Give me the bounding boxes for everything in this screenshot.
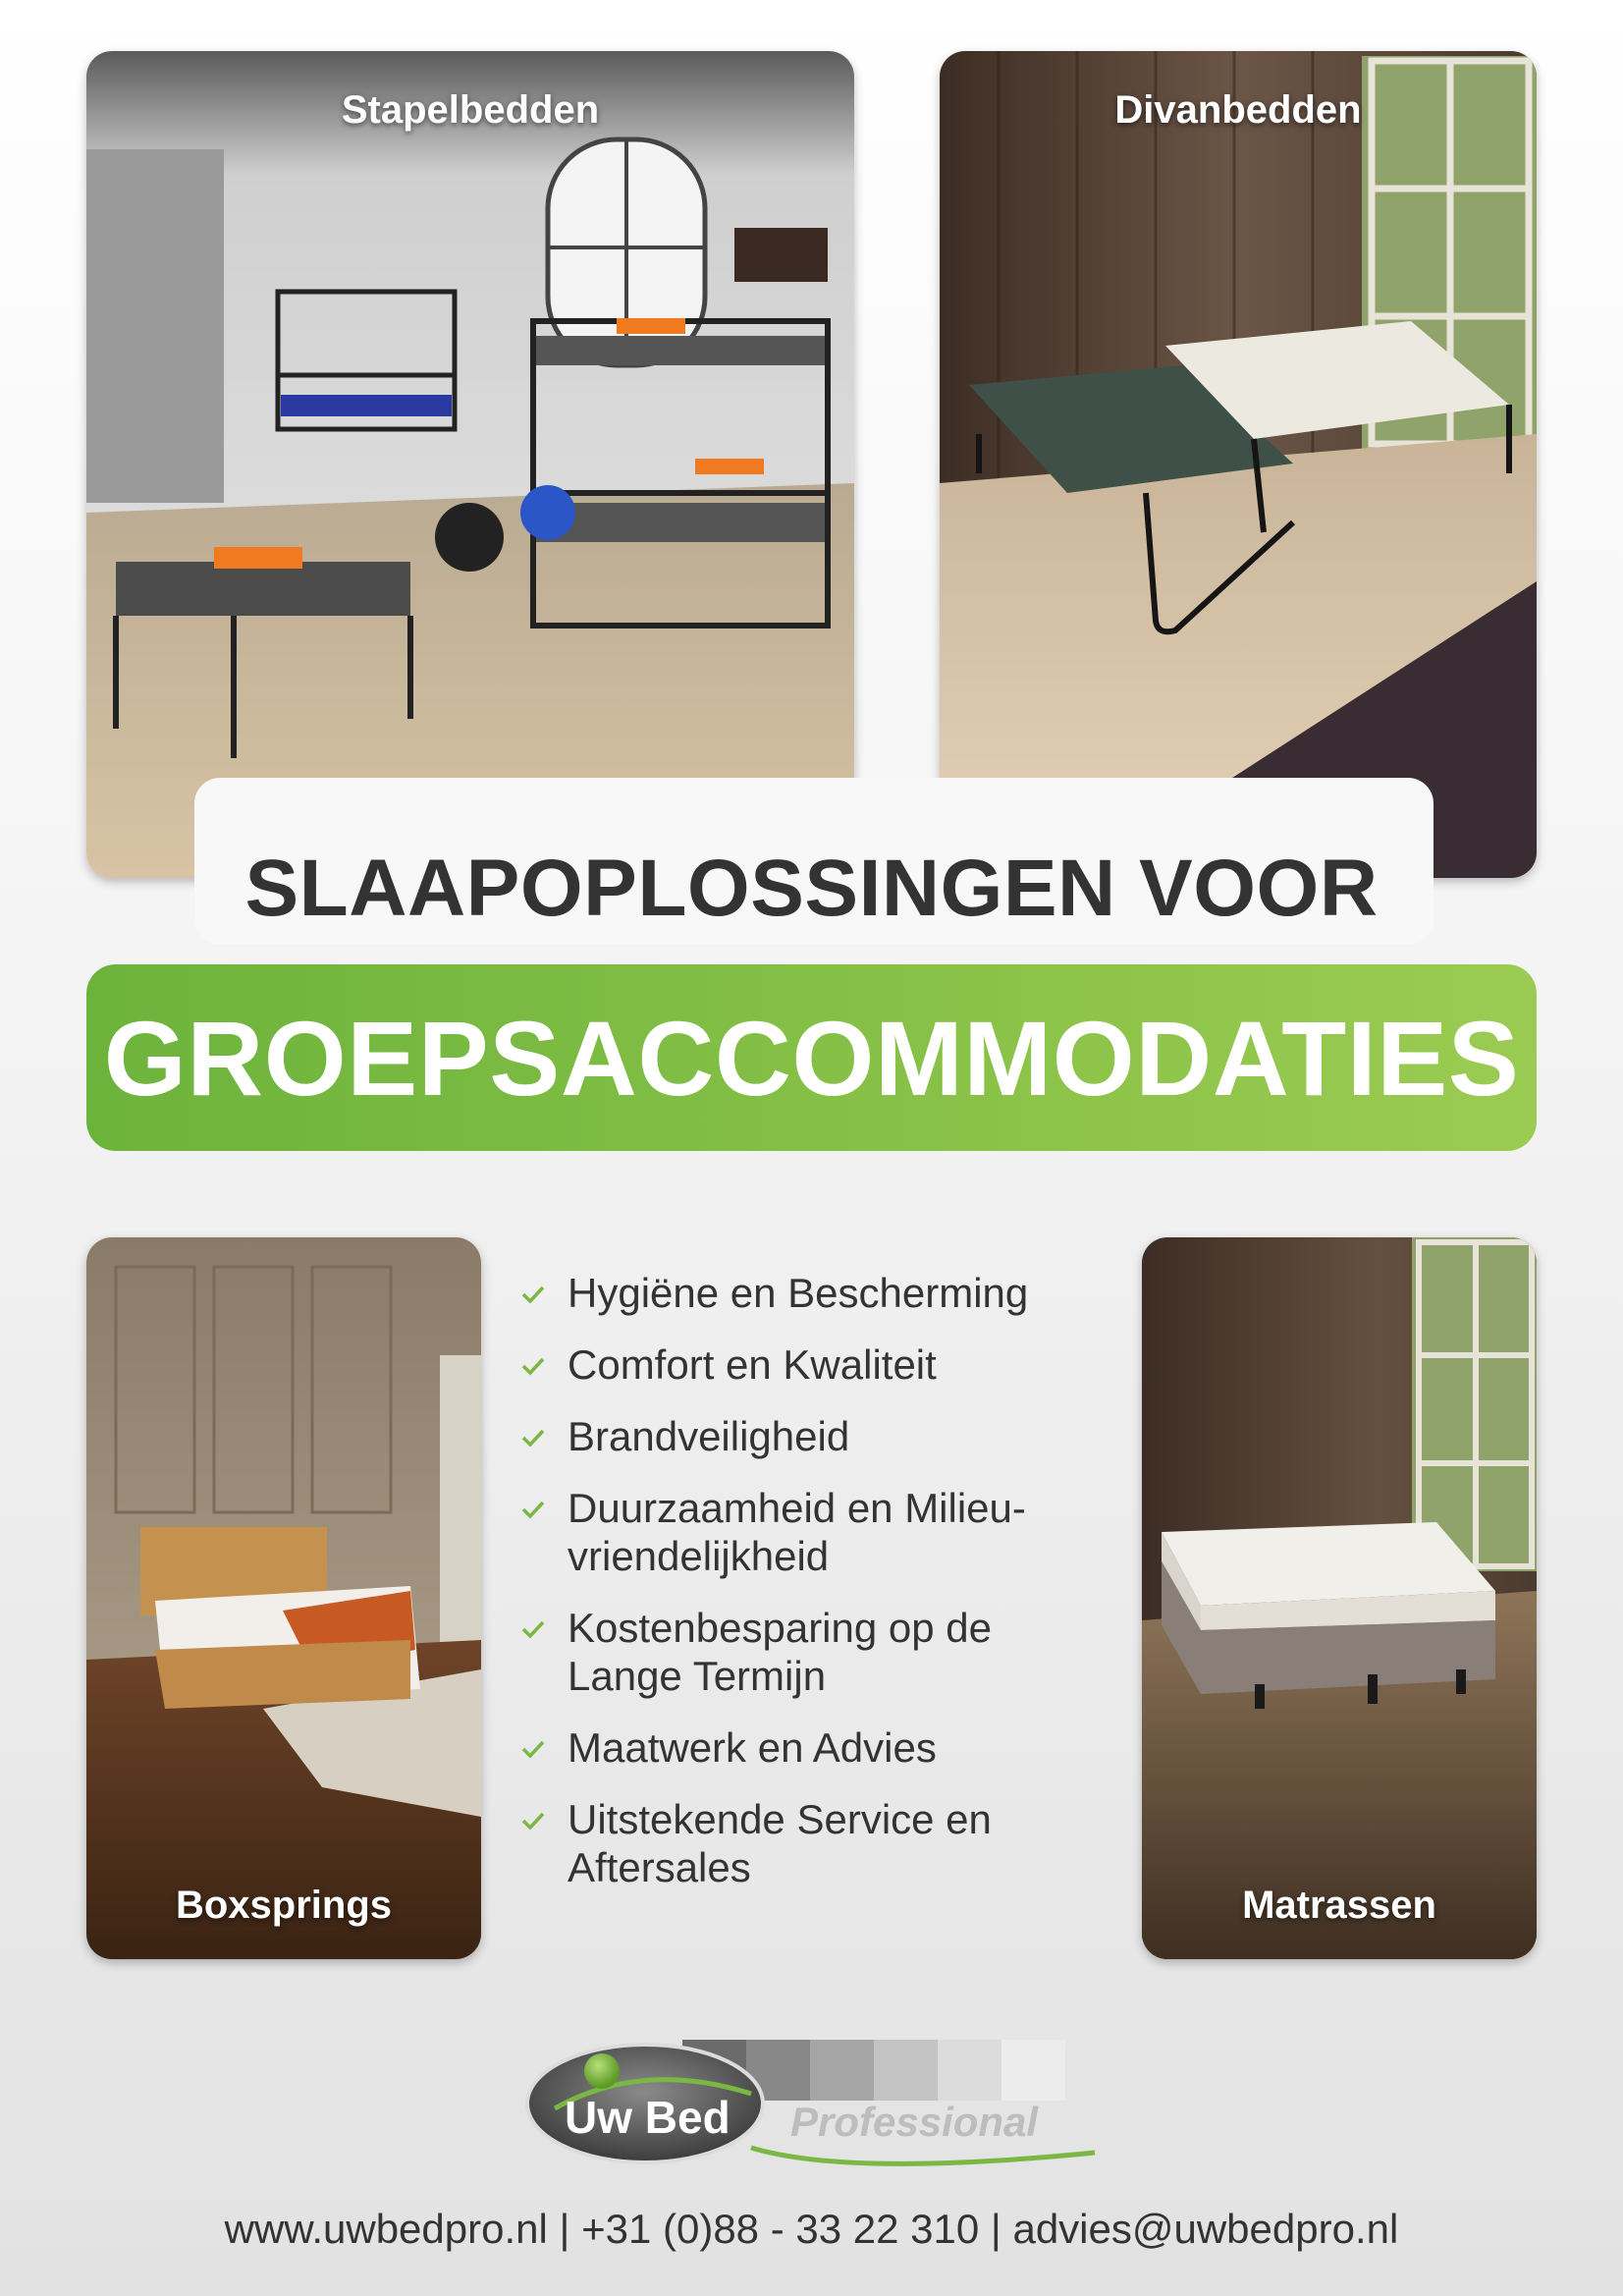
benefits-list bbox=[520, 1269, 1070, 1915]
banner-text: GROEPSACCOMMODATIES bbox=[103, 998, 1520, 1118]
check-icon bbox=[520, 1284, 546, 1305]
footer-contact: www.uwbedpro.nl | +31 (0)88 - 33 22 310 | advies@uwbedpro.nl bbox=[224, 2206, 1399, 2252]
list-item bbox=[520, 1795, 1070, 1891]
benefit-text: Maatwerk en Advies bbox=[568, 1724, 937, 1771]
headline: SLAAPOPLOSSINGEN VOOR bbox=[244, 844, 1379, 933]
logo-tagline: Professional bbox=[790, 2099, 1039, 2145]
list-item bbox=[520, 1723, 1070, 1772]
photo-matrassen bbox=[1142, 1237, 1537, 1959]
benefit-text: Uitstekende Service en Aftersales bbox=[568, 1796, 992, 1890]
benefit-text: Comfort en Kwaliteit bbox=[568, 1341, 937, 1388]
check-icon bbox=[520, 1810, 546, 1831]
check-icon bbox=[520, 1355, 546, 1377]
list-item bbox=[520, 1484, 1070, 1580]
divanbedden-label: Divanbedden bbox=[1114, 88, 1362, 132]
photo-stapelbedden bbox=[86, 51, 854, 878]
logo-name: Uw Bed bbox=[565, 2092, 730, 2143]
benefit-text: Duurzaamheid en Milieu-vriendelijkheid bbox=[568, 1485, 1026, 1579]
matrassen-label: Matrassen bbox=[1242, 1884, 1436, 1927]
list-item bbox=[520, 1340, 1070, 1389]
benefit-text: Hygiëne en Bescherming bbox=[568, 1270, 1029, 1316]
photo-boxsprings bbox=[86, 1237, 481, 1959]
check-icon bbox=[520, 1618, 546, 1640]
benefit-text: Brandveiligheid bbox=[568, 1413, 850, 1459]
list-item bbox=[520, 1604, 1070, 1700]
divan-bed-illustration bbox=[940, 51, 1537, 878]
mattress-illustration bbox=[1142, 1237, 1537, 1959]
boxsprings-label: Boxsprings bbox=[175, 1884, 393, 1927]
photo-divanbedden bbox=[940, 51, 1537, 878]
bunk-bed-illustration bbox=[86, 51, 854, 878]
list-item bbox=[520, 1269, 1070, 1317]
boxspring-illustration bbox=[86, 1237, 481, 1959]
benefit-text: Kostenbesparing op de Lange Termijn bbox=[568, 1605, 992, 1699]
list-item bbox=[520, 1412, 1070, 1460]
stapelbedden-label: Stapelbedden bbox=[341, 88, 600, 132]
check-icon bbox=[520, 1499, 546, 1520]
uw-bed-professional-logo bbox=[525, 2040, 1100, 2167]
check-icon bbox=[520, 1427, 546, 1449]
banner bbox=[86, 964, 1537, 1151]
check-icon bbox=[520, 1738, 546, 1760]
